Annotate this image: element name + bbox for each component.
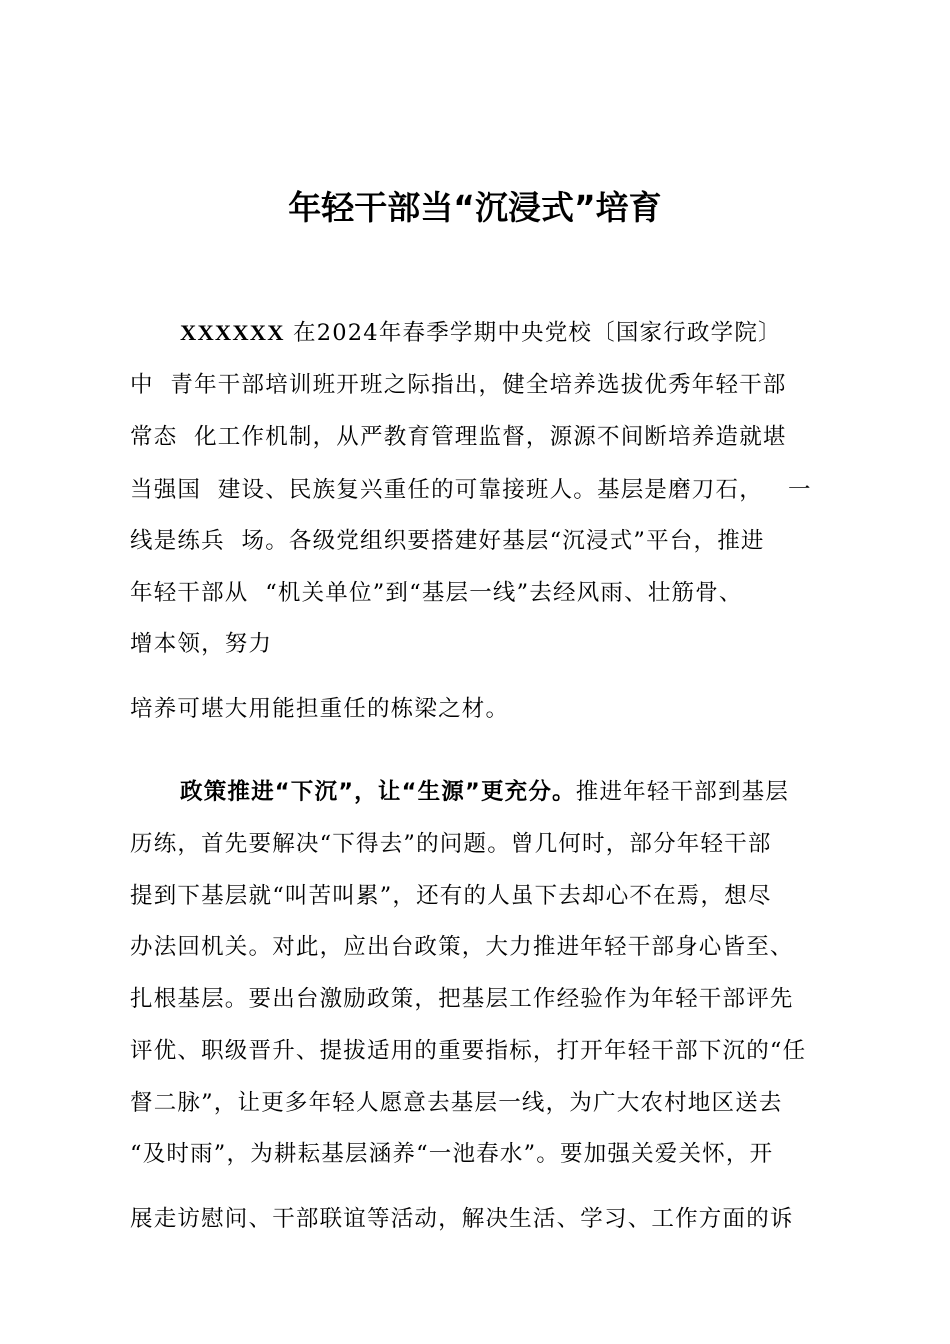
document-title: 年轻干部当“沉浸式”培育 [288, 188, 662, 227]
paragraph-2-line-8: “及时雨”，为耕耘基层涵养“一池春水”。要加强关爱关怀，开 [130, 1141, 774, 1167]
paragraph-1-line-8: 培养可堪大用能担重任的栋梁之材。 [130, 696, 510, 722]
paragraph-1-line-4: 当强国 建设、民族复兴重任的可靠接班人。基层是磨刀石， 一 [130, 477, 812, 503]
paragraph-2-line-7: 督二脉”，让更多年轻人愿意去基层一线，为广大农村地区送去 [130, 1090, 783, 1116]
paragraph-1-line-5: 线是练兵 场。各级党组织要搭建好基层“沉浸式”平台，推进 [130, 528, 765, 554]
paragraph-1-line-6: 年轻干部从 “机关单位”到“基层一线”去经风雨、壮筋骨、 [130, 580, 743, 606]
paragraph-2-line-5: 扎根基层。要出台激励政策，把基层工作经验作为年轻干部评先 [130, 986, 794, 1012]
paragraph-2-line-9: 展走访慰问、干部联谊等活动，解决生活、学习、工作方面的诉 [130, 1206, 794, 1232]
paragraph-1-line-2: 中 青年干部培训班开班之际指出，健全培养选拔优秀年轻干部 [130, 372, 787, 398]
paragraph-2-line-2: 历练，首先要解决“下得去”的问题。曾几何时，部分年轻干部 [130, 831, 772, 857]
paragraph-1-line-1-text: 在2024年春季学期中央党校〔国家行政学院〕 [284, 320, 782, 346]
paragraph-2-line-1 [180, 775, 789, 809]
subject-name: XXXXXX [180, 320, 285, 345]
paragraph-2-line-1-text: 推进年轻干部到基层 [575, 779, 790, 805]
paragraph-2-line-6: 评优、职级晋升、提拔适用的重要指标，打开年轻干部下沉的“任 [130, 1038, 807, 1064]
section-heading: 政策推进“下沉”，让“生源”更充分。 [180, 779, 576, 805]
paragraph-1-line-3: 常态 化工作机制，从严教育管理监督，源源不间断培养造就堪 [130, 424, 787, 450]
paragraph-2-line-4: 办法回机关。对此，应出台政策，大力推进年轻干部身心皆至、 [130, 934, 794, 960]
paragraph-1-line-7: 增本领，努力 [130, 631, 273, 657]
paragraph-1-line-1 [180, 316, 782, 350]
paragraph-2-line-3: 提到下基层就“叫苦叫累”，还有的人虽下去却心不在焉，想尽 [130, 883, 772, 909]
